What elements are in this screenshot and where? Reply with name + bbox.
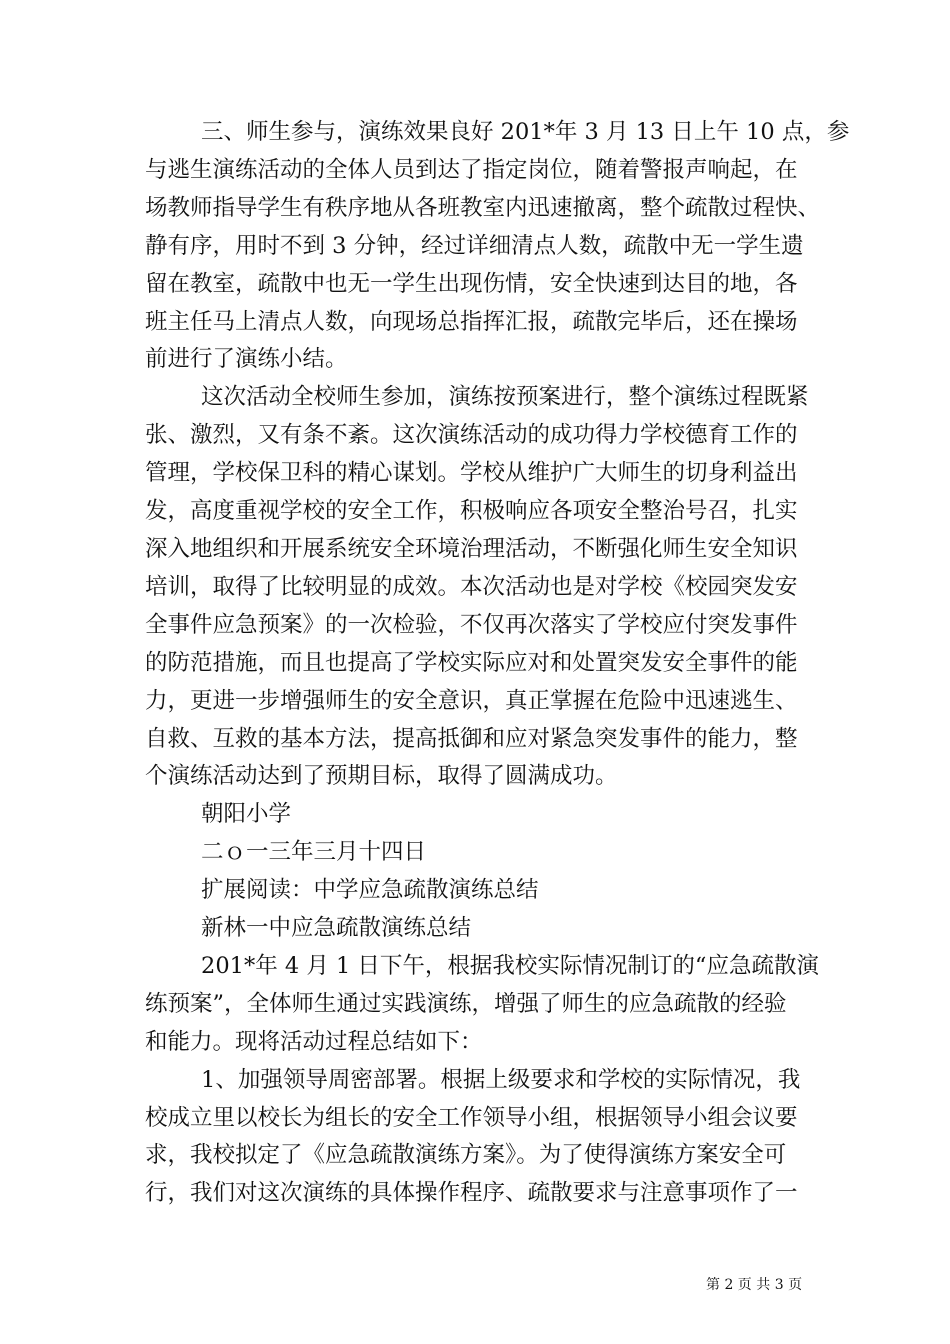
text-line: 管理，学校保卫科的精心谋划。学校从维护广大师生的切身利益出	[145, 460, 798, 487]
text-line: 这次活动全校师生参加，演练按预案进行，整个演练过程既紧	[201, 384, 809, 411]
section-title: 新林一中应急疏散演练总结	[201, 915, 472, 942]
text-line: 力，更进一步增强师生的安全意识，真正掌握在危险中迅速逃生、	[145, 687, 798, 714]
paragraph-intro	[145, 948, 825, 1062]
text-line: 发，高度重视学校的安全工作，积极响应各项安全整治号召，扎实	[145, 498, 798, 525]
text-line: 场教师指导学生有秩序地从各班教室内迅速撤离，整个疏散过程快、	[145, 194, 821, 221]
page-number-footer: 第 2 页 共 3 页	[706, 1277, 803, 1293]
paragraph-drill-result	[145, 114, 850, 379]
paragraph-leadership	[145, 1062, 825, 1214]
text-line: 个演练活动达到了预期目标，取得了圆满成功。	[145, 763, 618, 790]
paragraph-summary	[145, 379, 825, 796]
text-line: 的防范措施，而且也提高了学校实际应对和处置突发安全事件的能	[145, 649, 798, 676]
text-line: 班主任马上清点人数，向现场总指挥汇报，疏散完毕后，还在操场	[145, 308, 798, 335]
text-line: 静有序，用时不到 3 分钟，经过详细清点人数，疏散中无一学生遗	[145, 232, 804, 259]
document-body	[145, 114, 850, 1213]
text-line: 留在教室，疏散中也无一学生出现伤情，安全快速到达目的地，各	[145, 270, 798, 297]
signature-school: 朝阳小学	[201, 801, 292, 828]
text-line: 求，我校拟定了《应急疏散演练方案》。为了使得演练方案安全可	[145, 1142, 787, 1169]
text-line: 与逃生演练活动的全体人员到达了指定岗位，随着警报声响起，在	[145, 156, 798, 183]
extended-reading-label: 扩展阅读：中学应急疏散演练总结	[201, 877, 539, 904]
text-line: 校成立里以校长为组长的安全工作领导小组，根据领导小组会议要	[145, 1104, 798, 1131]
text-line: 自救、互救的基本方法，提高抵御和应对紧急突发事件的能力，整	[145, 725, 798, 752]
signature-date: 二ｏ一三年三月十四日	[201, 839, 427, 866]
text-line: 培训，取得了比较明显的成效。本次活动也是对学校《校园突发安	[145, 573, 798, 600]
text-line: 前进行了演练小结。	[145, 346, 348, 373]
text-line: 张、激烈，又有条不紊。这次演练活动的成功得力学校德育工作的	[145, 422, 798, 449]
text-line: 练预案”，全体师生通过实践演练，增强了师生的应急疏散的经验	[145, 990, 787, 1017]
text-line: 深入地组织和开展系统安全环境治理活动，不断强化师生安全知识	[145, 535, 798, 562]
text-line: 行，我们对这次演练的具体操作程序、疏散要求与注意事项作了一	[145, 1180, 798, 1207]
text-line: 三、师生参与，演练效果良好 201*年 3 月 13 日上午 10 点，参	[201, 119, 850, 145]
text-line: 和能力。现将活动过程总结如下：	[145, 1028, 483, 1055]
text-line: 全事件应急预案》的一次检验，不仅再次落实了学校应付突发事件	[145, 611, 798, 638]
text-line: 201*年 4 月 1 日下午，根据我校实际情况制订的“应急疏散演	[201, 952, 819, 979]
text-line: 1、加强领导周密部署。根据上级要求和学校的实际情况，我	[201, 1066, 801, 1093]
